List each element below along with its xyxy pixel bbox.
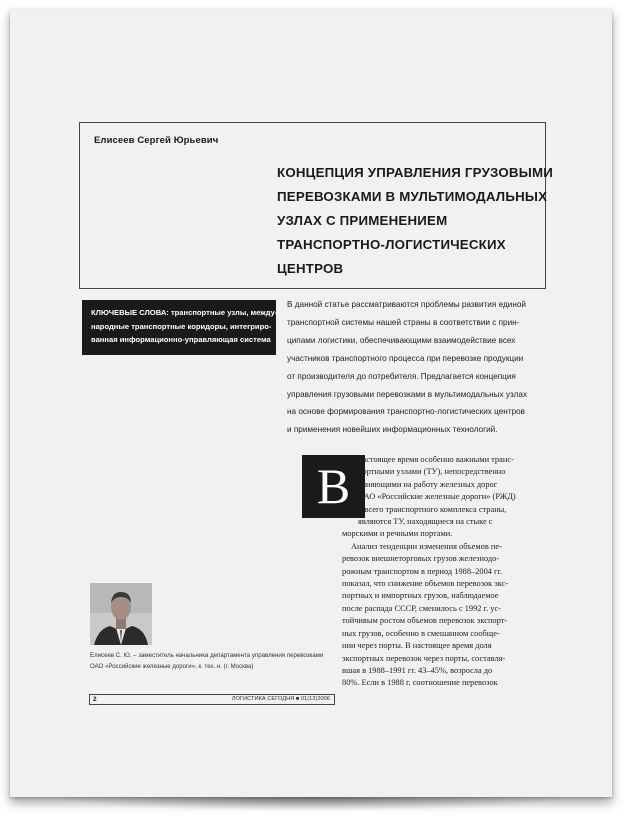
abstract-line: ципами логистики, обеспечивающими взаимодействие всех [287, 335, 516, 345]
body-line: портными узлами (ТУ), непосредственно [358, 467, 506, 477]
keywords-line: КЛЮЧЕВЫЕ СЛОВА: транспортные узлы, между- [91, 308, 278, 317]
body-line: ОАО «Российские железные дороги» (РЖД) [358, 492, 516, 502]
title-line: ТРАНСПОРТНО-ЛОГИСТИЧЕСКИХ [277, 237, 506, 252]
author-photo [90, 583, 152, 645]
body-line: настоящее время особенно важными транс- [358, 455, 514, 464]
body-line: 80%. Если в 1988 г. соотношение перевозок [342, 678, 498, 688]
magazine-issue: ЛОГИСТИКА СЕГОДНЯ ■ 01(13)2006 [231, 696, 330, 702]
abstract [287, 296, 545, 439]
body-line: вшая в 1988–1991 гг. 43–45%, возросла до [342, 665, 493, 675]
abstract-line: и применения новейших информационных технологий. [287, 425, 498, 435]
title-frame [79, 122, 553, 289]
abstract-line: от производителя до потребителя. Предлагается концепция [287, 371, 516, 381]
body-line: являются ТУ, находящиеся на стыке с [358, 517, 493, 527]
title-line: ЦЕНТРОВ [277, 261, 344, 276]
body-line: рожным транспортом в период 1988–2004 гг. [342, 566, 503, 576]
body-line: экспортных перевозок через порты, составля- [342, 653, 506, 663]
body-line: морскими и речными портами. [342, 529, 453, 539]
body-line: ревозок внешнеторговых грузов железнодо- [342, 554, 500, 564]
title-line: ПЕРЕВОЗКАМИ В МУЛЬТИМОДАЛЬНЫХ [277, 189, 548, 204]
page-footer [89, 694, 335, 705]
portrait-image [90, 583, 152, 645]
body-line: Анализ тенденции изменения объемов пе- [351, 541, 502, 551]
keywords-line: ванная информационно-управляющая система [91, 335, 271, 344]
article-title [277, 161, 553, 281]
abstract-line: В данной статье рассматриваются проблемы развития единой [287, 300, 526, 309]
body-line: ных грузов, особенно в смешанном сообще- [342, 628, 500, 638]
page-number: 2 [93, 696, 97, 703]
author-caption [90, 651, 330, 673]
title-line: КОНЦЕПЦИЯ УПРАВЛЕНИЯ ГРУЗОВЫМИ [277, 165, 553, 180]
title-line: УЗЛАХ С ПРИМЕНЕНИЕМ [277, 213, 448, 228]
keywords-line: народные транспортные коридоры, интегриро- [91, 321, 272, 331]
keywords-box [82, 300, 276, 355]
abstract-line: управления грузовыми перевозками в мультимодальных узлах [287, 389, 528, 399]
body-line: влияющими на работу железных дорог [358, 479, 498, 489]
body-line: нии через порты. В настоящее время доля [342, 641, 492, 651]
body-line: показал, что снижение объемов перевозок экс- [342, 579, 509, 589]
author-name: Елисеев Сергей Юрьевич [94, 135, 219, 146]
drop-cap: В [302, 455, 365, 518]
body-line: портных и импортных грузов, наблюдаемое [342, 591, 499, 601]
caption-line: Елисеев С. Ю. – заместитель начальника департамента управления перевозками [90, 652, 324, 659]
abstract-line: на основе формирования транспортно-логистических центров [287, 407, 526, 417]
abstract-line: транспортной системы нашей страны в соответствии с прин- [287, 317, 520, 327]
abstract-line: участников транспортного процесса при перевозке продукции [287, 353, 524, 363]
caption-line: ОАО «Российские железные дороги», к. тех. н. (г. Москва) [90, 662, 254, 670]
body-line: тойчивым ростом объемов перевозок экспорт- [342, 616, 508, 626]
body-line: после распада СССР, сменилось с 1992 г. ус- [342, 603, 501, 613]
body-line: и всего транспортного комплекса страны, [358, 504, 507, 514]
